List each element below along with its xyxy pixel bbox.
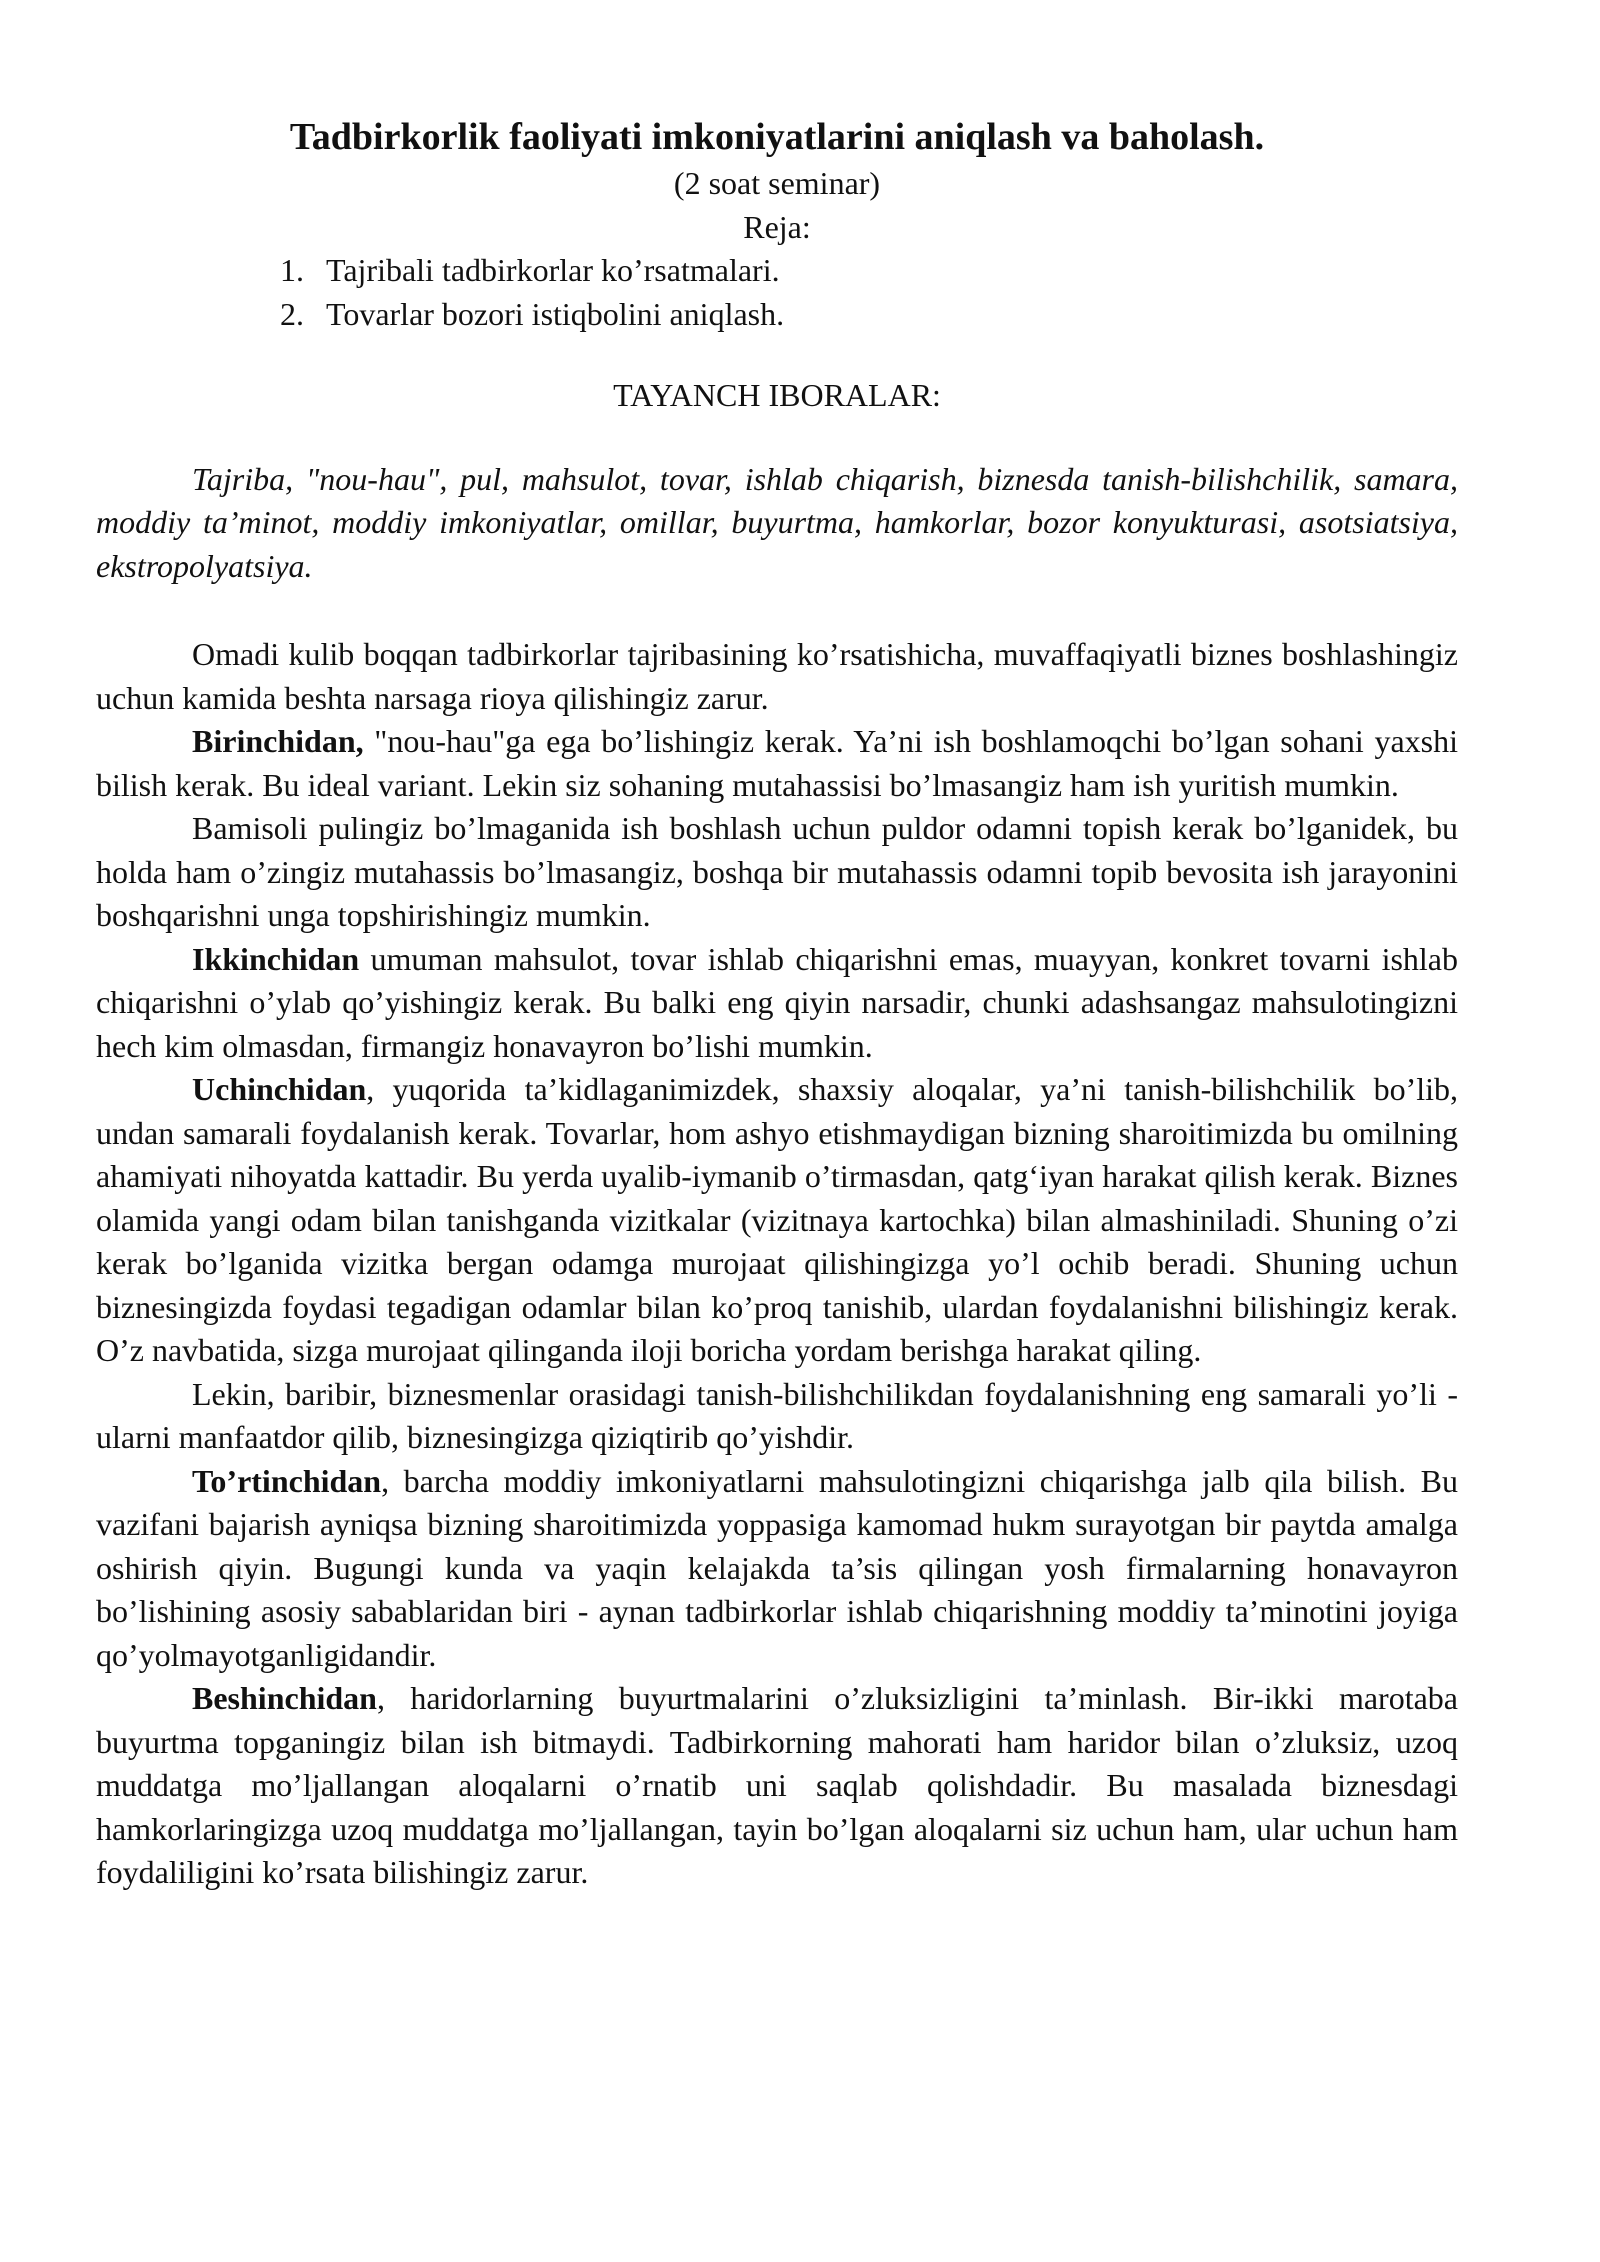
paragraph-text: Omadi kulib boqqan tadbirkorlar tajribasining ko’rsatishicha, muvaffaqiyatli biznes boshlashingiz uchun kamida beshta narsaga rioya qilishingiz zarur. — [96, 636, 1458, 716]
paragraph-text: , haridorlarning buyurtmalarini o’zluksizligini ta’minlash. Bir-ikki marotaba buyurtma topganingiz bilan ish bitmaydi. Tadbirkorning mahorati ham haridor bilan o’zluksiz, uzoq muddatga mo’ljallangan aloqalarni o’rnatib uni saqlab qolishdadir. Bu masalada biznesdagi hamkorlaringizga uzoq muddatga mo’ljallangan, tayin bo’lgan aloqalarni siz uchun ham, ular uchun ham foydaliligini ko’rsata bilishingiz zarur. — [96, 1680, 1458, 1890]
paragraph-lead: Ikkinchidan — [192, 940, 360, 977]
paragraph — [96, 1068, 1458, 1373]
keywords-text: Tajriba, "nou-hau", pul, mahsulot, tovar, ishlab chiqarish, biznesda tanish-bilishchilik, samara, moddiy ta’minot, moddiy imkoniyatlar, omillar, buyurtma, hamkorlar, bozor konyukturasi, asotsiatsiya, ekstropolyatsiya. — [96, 460, 1458, 584]
paragraph — [96, 938, 1458, 1069]
paragraph — [96, 1373, 1458, 1460]
document-title: Tadbirkorlik faoliyati imkoniyatlarini aniqlash va baholash. — [289, 116, 1265, 158]
paragraph — [96, 633, 1458, 720]
paragraph-text: , barcha moddiy imkoniyatlarni mahsulotingizni chiqarishga jalb qila bilish. Bu vazifani bajarish ayniqsa bizning sharoitimizda yoppasiga kamomad hukm surayotgan bir paytda amalga oshirish qiyin. Bugungi kunda va yaqin kelajakda ta’sis qilingan yosh firmalarning honavayron bo’lishining asosiy sabablaridan biri - aynan tadbirkorlar ishlab chiqarishning moddiy ta’minotini joyiga qo’yolmayotganligidandir. — [96, 1462, 1458, 1673]
paragraph-text: "nou-hau"ga ega bo’lishingiz kerak. Ya’ni ish boshlamoqchi bo’lgan sohani yaxshi bilish kerak. Bu ideal variant. Lekin siz sohaning mutahassisi bo’lmasangiz ham ish yuritish mumkin. — [96, 723, 1458, 803]
plan-item: 1. Tajribali tadbirkorlar ko’rsatmalari. — [312, 249, 1458, 293]
paragraph — [96, 1677, 1458, 1895]
paragraph-lead: Birinchidan, — [192, 723, 364, 759]
plan-list — [96, 249, 1458, 336]
paragraph — [96, 1460, 1458, 1678]
paragraph — [96, 807, 1458, 938]
paragraph-text: , yuqorida ta’kidlaganimizdek, shaxsiy aloqalar, ya’ni tanish-bilishchilik bo’lib, undan samarali foydalanish kerak. Tovarlar, hom ashyo etishmaydigan bizning sharoitimizda bu omilning ahamiyati nihoyatda kattadir. Bu yerda uyalib-iymanib o’tirmasdan, qatg‘iyan harakat qilish kerak. Biznes olamida yangi odam bilan tanishganda vizitkalar (vizitnaya kartochka) bilan almashiniladi. Shuning o’zi kerak bo’lganida vizitka bergan odamga murojaat qilishingizga yo’l ochib beradi. Shuning uchun biznesingizda foydasi tegadigan odamlar bilan ko’proq tanishib, ulardan foydalanishni bilishingiz kerak. O’z navbatida, sizga murojaat qilinganda iloji boricha yordam berishga harakat qiling. — [96, 1071, 1458, 1368]
document-page — [96, 100, 1458, 1895]
paragraph-lead: Uchinchidan — [192, 1071, 367, 1107]
plan-heading: Reja: — [743, 208, 811, 245]
paragraph-text: Lekin, baribir, biznesmenlar orasidagi tanish-bilishchilikdan foydalanishning eng samarali yo’li - ularni manfaatdor qilib, biznesingizga qiziqtirib qo’yishdir. — [96, 1375, 1458, 1455]
paragraph-lead: Beshinchidan — [192, 1680, 377, 1716]
paragraph — [96, 720, 1458, 807]
paragraph-text: Bamisoli pulingiz bo’lmaganida ish boshlash uchun puldor odamni topish kerak bo’lganidek, bu holda ham o’zingiz mutahassis bo’lmasangiz, boshqa bir mutahassis odamni topib bevosita ish jarayonini boshqarishni unga topshirishingiz mumkin. — [96, 810, 1458, 933]
paragraph-text: umuman mahsulot, tovar ishlab chiqarishni emas, muayyan, konkret tovarni ishlab chiqarishni o’ylab qo’yishingiz kerak. Bu balki eng qiyin narsadir, chunki adashsangaz mahsulotingizni hech kim olmasdan, firmangiz honavayron bo’lishi mumkin. — [96, 940, 1458, 1064]
body-text — [96, 633, 1458, 1895]
document-subtitle: (2 soat seminar) — [673, 165, 881, 201]
paragraph-lead: To’rtinchidan — [192, 1462, 382, 1499]
plan-item: 2. Tovarlar bozori istiqbolini aniqlash. — [312, 293, 1458, 337]
keywords-heading: TAYANCH IBORALAR: — [613, 377, 941, 413]
